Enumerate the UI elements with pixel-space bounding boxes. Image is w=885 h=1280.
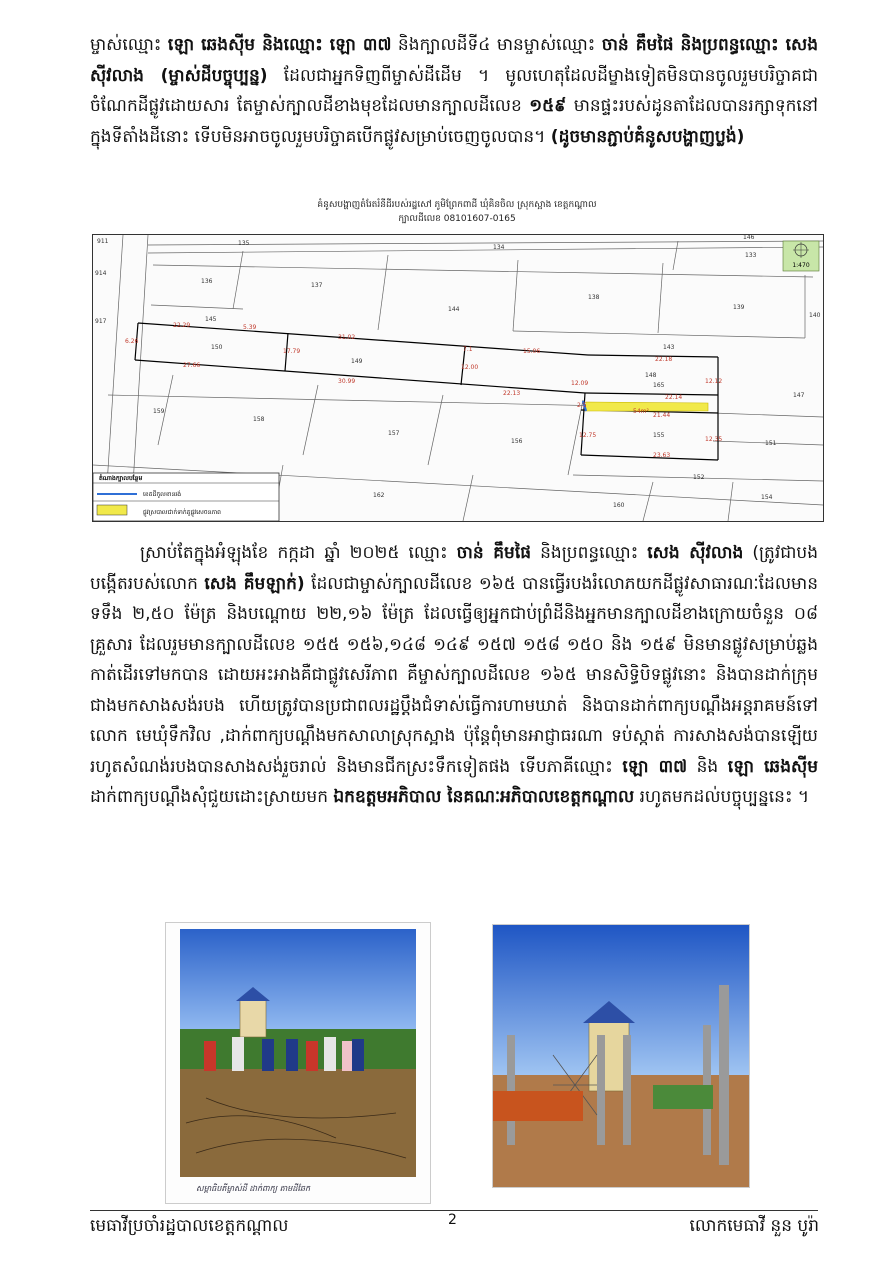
paragraph2-run: ឯកឧត្តមអភិបាល នៃគណៈអភិបាលខេត្តកណ្តាល xyxy=(333,787,635,807)
paragraph-2 xyxy=(90,538,818,813)
paragraph2-run: ដែលជាម្ចាស់ក្បាលដីលេខ ១៦៥ បានធ្វើរបងរំលោភយកដីផ្លូវសាធារណៈដែលមានទទឹង ២,៥០ ម៉ែត្រ និងបណ្តោយ ២២,១៦ ម៉ែត្រ ដែលធ្វើឲ្យអ្នកជាប់ព្រំដីនិងអ្នកមានក្បាលដីខាងក្រោយចំនួន ០៨ គ្រួសារ ដែលរួមមានក្បាលដីលេខ ១៥៥ ១៥៦,១៤៨ ១៤៩ ១៥៧ ១៥៨ ១៥០ និង ១៥៩ មិនមានផ្លូវសម្រាប់ឆ្លងកាត់ដើរទៅមកបាន ដោយអះអាងគឺជាផ្លូវសេរីភាព គឺម្ចាស់ក្បាលដីលេខ ១៦៥ មានសិទ្ធិបិទផ្លូវនោះ និងបានដាក់ក្រុមជាងមកសាងសង់របង ហើយត្រូវបានប្រជាពលរដ្ឋប្តឹងជំទាស់ធ្វើការហាមឃាត់ និងបានដាក់ពាក្យបណ្តឹងអន្តរាគមន៍ទៅលោក មេឃុំទឹកវិល ,ដាក់ពាក្យបណ្តឹងមកសាលាស្រុកស្អាង ប៉ុន្តែពុំមានអាជ្ញាធរណា ទប់ស្កាត់ ការសាងសង់បានឡើយ រហូតសំណង់របងបានសាងសង់រួចរាល់ និងមានជីកស្រះទឹកទៀតផង ទើបភាគីឈ្មោះ xyxy=(90,573,819,777)
parcel-label: 144 xyxy=(448,306,460,313)
footer-office: មេធាវីប្រចាំរដ្ឋបាលខេត្តកណ្តាល xyxy=(90,1216,289,1236)
parcel-label: 152 xyxy=(693,474,705,481)
parcel-label: 140 xyxy=(809,312,821,319)
site-photo-fence xyxy=(492,924,750,1188)
measure-label: 21.44 xyxy=(653,412,671,419)
site-photo-group xyxy=(165,922,431,1204)
paragraph2-run: ឡោ ឆេងស៊ីម xyxy=(727,756,818,777)
parcel-label: 158 xyxy=(253,416,265,423)
footer-divider xyxy=(90,1210,818,1211)
measure-label: 22.18 xyxy=(655,356,673,363)
measure-label: 31.02 xyxy=(338,334,356,341)
parcel-label: 156 xyxy=(511,438,523,445)
parcel-labels xyxy=(95,235,821,509)
paragraph1-run: និងក្បាលដីទី៤ មានម្ចាស់ឈ្មោះ xyxy=(391,35,602,55)
paragraph1-run: ១៥៩ xyxy=(529,96,567,116)
measure-label: 22.14 xyxy=(665,394,683,401)
cadastral-map xyxy=(92,198,822,520)
parcel-label: 148 xyxy=(645,372,657,379)
measure-label: 12.35 xyxy=(705,436,723,443)
parcel-label: 911 xyxy=(97,238,109,245)
parcel-label: 133 xyxy=(745,252,757,259)
parcel-plan xyxy=(93,235,823,521)
measure-label: 12.75 xyxy=(579,432,597,439)
paragraph2-run: សេង គឹមឡាក់) xyxy=(204,573,305,594)
paragraph2-run: រហូតមកដល់បច្ចុប្បន្ននេះ ។ xyxy=(634,787,810,807)
measure-label: 17.79 xyxy=(283,348,301,355)
parcel-label: 145 xyxy=(205,316,217,323)
parcel-label: 139 xyxy=(733,304,745,311)
parcel-label: 159 xyxy=(153,408,165,415)
parcel-label: 137 xyxy=(311,282,323,289)
photo-caption: សម្ពាធិបតីម្ចាស់ដី ដាក់ពាក្យ តាមដីឆែក xyxy=(196,1184,311,1193)
map-title: គំនូសបង្ហាញតំរែតរំនីដីរបស់រដ្ឋសៅ ភូមិព្រែកពាដី ឃុំគិនចិល ស្រុកស្អាង ខេត្តកណ្តាល xyxy=(317,200,597,210)
parcel-label: 147 xyxy=(793,392,805,399)
parcel-label: 917 xyxy=(95,318,107,325)
paragraph1-run: (ដូចមានភ្ជាប់គំនូសបង្ហាញប្លង់) xyxy=(550,126,745,147)
measure-label: 12.12 xyxy=(705,378,723,385)
parcel-label: 165 xyxy=(653,382,665,389)
measure-label: 6.26 xyxy=(125,338,139,345)
paragraph2-run: និងប្រពន្ធឈ្មោះ xyxy=(531,543,648,563)
footer-lawyer: លោកមេធាវី នួន បូរ៉ា xyxy=(689,1216,819,1236)
paragraph1-run: ដែលជាអ្នកទិញពីម្ចាស់ដីដើម ។ មូលហេតុដែលដីម្ខាងទៀតមិនបានចូលរួមបរិច្ចាគជាចំណែកដីផ្លូវដោយសារ តែម្ចាស់ក្បាលដីខាងមុខដែលមានក្បាលដីលេខ xyxy=(90,65,819,116)
parcel-label: 155 xyxy=(653,432,665,439)
parcel-label: 160 xyxy=(613,502,625,509)
page-number: 2 xyxy=(448,1212,457,1228)
measure-label: 23.63 xyxy=(653,452,671,459)
parcel-label: 150 xyxy=(211,344,223,351)
parcel-label: 138 xyxy=(588,294,600,301)
parcel-label: 914 xyxy=(95,270,107,277)
paragraph-1 xyxy=(90,30,818,152)
measure-label: 22.29 xyxy=(173,322,191,329)
paragraph2-run: ចាន់ គឹមផៃ xyxy=(456,543,532,563)
measure-label: 12.09 xyxy=(571,380,589,387)
parcel-label: 149 xyxy=(351,358,363,365)
parcel-label: 151 xyxy=(765,440,777,447)
parcel-label: 146 xyxy=(743,235,755,241)
paragraph1-run: ឡោ ឆេងស៊ីម និងឈ្មោះ ឡោ ៣៧ xyxy=(167,35,392,55)
parcel-label: 136 xyxy=(201,278,213,285)
paragraph2-run: និង xyxy=(687,756,728,777)
paragraph1-run: មានផ្ទះរបស់ដូនតាដែលបានរក្សាទុកនៅក្នុងទីតាំងដីនោះ ទើបមិនអាចចូលរួមបរិច្ចាគបើកផ្លូវសម្រាប់ចេញចូលបាន។ xyxy=(90,96,818,147)
map-frame xyxy=(92,234,824,522)
parcel-label: 154 xyxy=(761,494,773,501)
measure-label: 7.1 xyxy=(463,346,473,353)
paragraph2-run: សេង ស៊ីវលាង xyxy=(647,543,744,563)
map-legend xyxy=(93,473,279,521)
parcel-label: 143 xyxy=(663,344,675,351)
measure-label: 27.66 xyxy=(183,362,201,369)
legend-item-road: ផ្លូវស្របាលជាក់ទាក់គូផ្លូវសេចនភាព xyxy=(143,509,221,516)
scale-box xyxy=(783,241,819,271)
parcel-label: 162 xyxy=(373,492,385,499)
parcel-label: 135 xyxy=(238,240,250,247)
paragraph1-run: ម្ចាស់ឈ្មោះ xyxy=(90,35,168,55)
legend-item-boundary: ខេតដីកូលខានរង់ xyxy=(143,491,182,498)
measure-label: 30.99 xyxy=(338,378,356,385)
map-subtitle: ក្បាលដីលេខ 08101607-0165 xyxy=(398,214,516,224)
parcel-label: 157 xyxy=(388,430,400,437)
measure-label: 22.13 xyxy=(503,390,521,397)
map-scale: 1:470 xyxy=(792,262,810,269)
legend-title: តំណាងក្បាលបន្ថែម xyxy=(99,475,143,482)
measure-label: 54m² xyxy=(633,408,649,415)
paragraph1-run: ចាន់ គឹមផៃ និងប្រពន្ធឈ្មោះ សេង ស៊ីវលាង (ម្ចាស់ដីបច្ចុប្បន្ន) xyxy=(90,35,818,86)
measure-label: 5.39 xyxy=(243,324,257,331)
paragraph2-run: ដាក់ពាក្យបណ្តឹងសុំជួយដោះស្រាយមក xyxy=(90,787,334,807)
paragraph2-run: (ត្រូវជាបងបង្កើតរបស់លោក xyxy=(90,543,818,594)
measure-label: 2.5 xyxy=(577,402,587,409)
paragraph2-run: ឡោ ៣៧ xyxy=(622,756,688,777)
measure-labels xyxy=(125,322,722,459)
measure-label: 15.06 xyxy=(523,348,541,355)
parcel-label: 134 xyxy=(493,244,505,251)
measure-label: 12.00 xyxy=(461,364,479,371)
paragraph2-run: ស្រាប់តែក្នុងអំឡុងខែ កក្កដា ឆ្នាំ ២០២៥ ឈ្មោះ xyxy=(140,543,457,563)
